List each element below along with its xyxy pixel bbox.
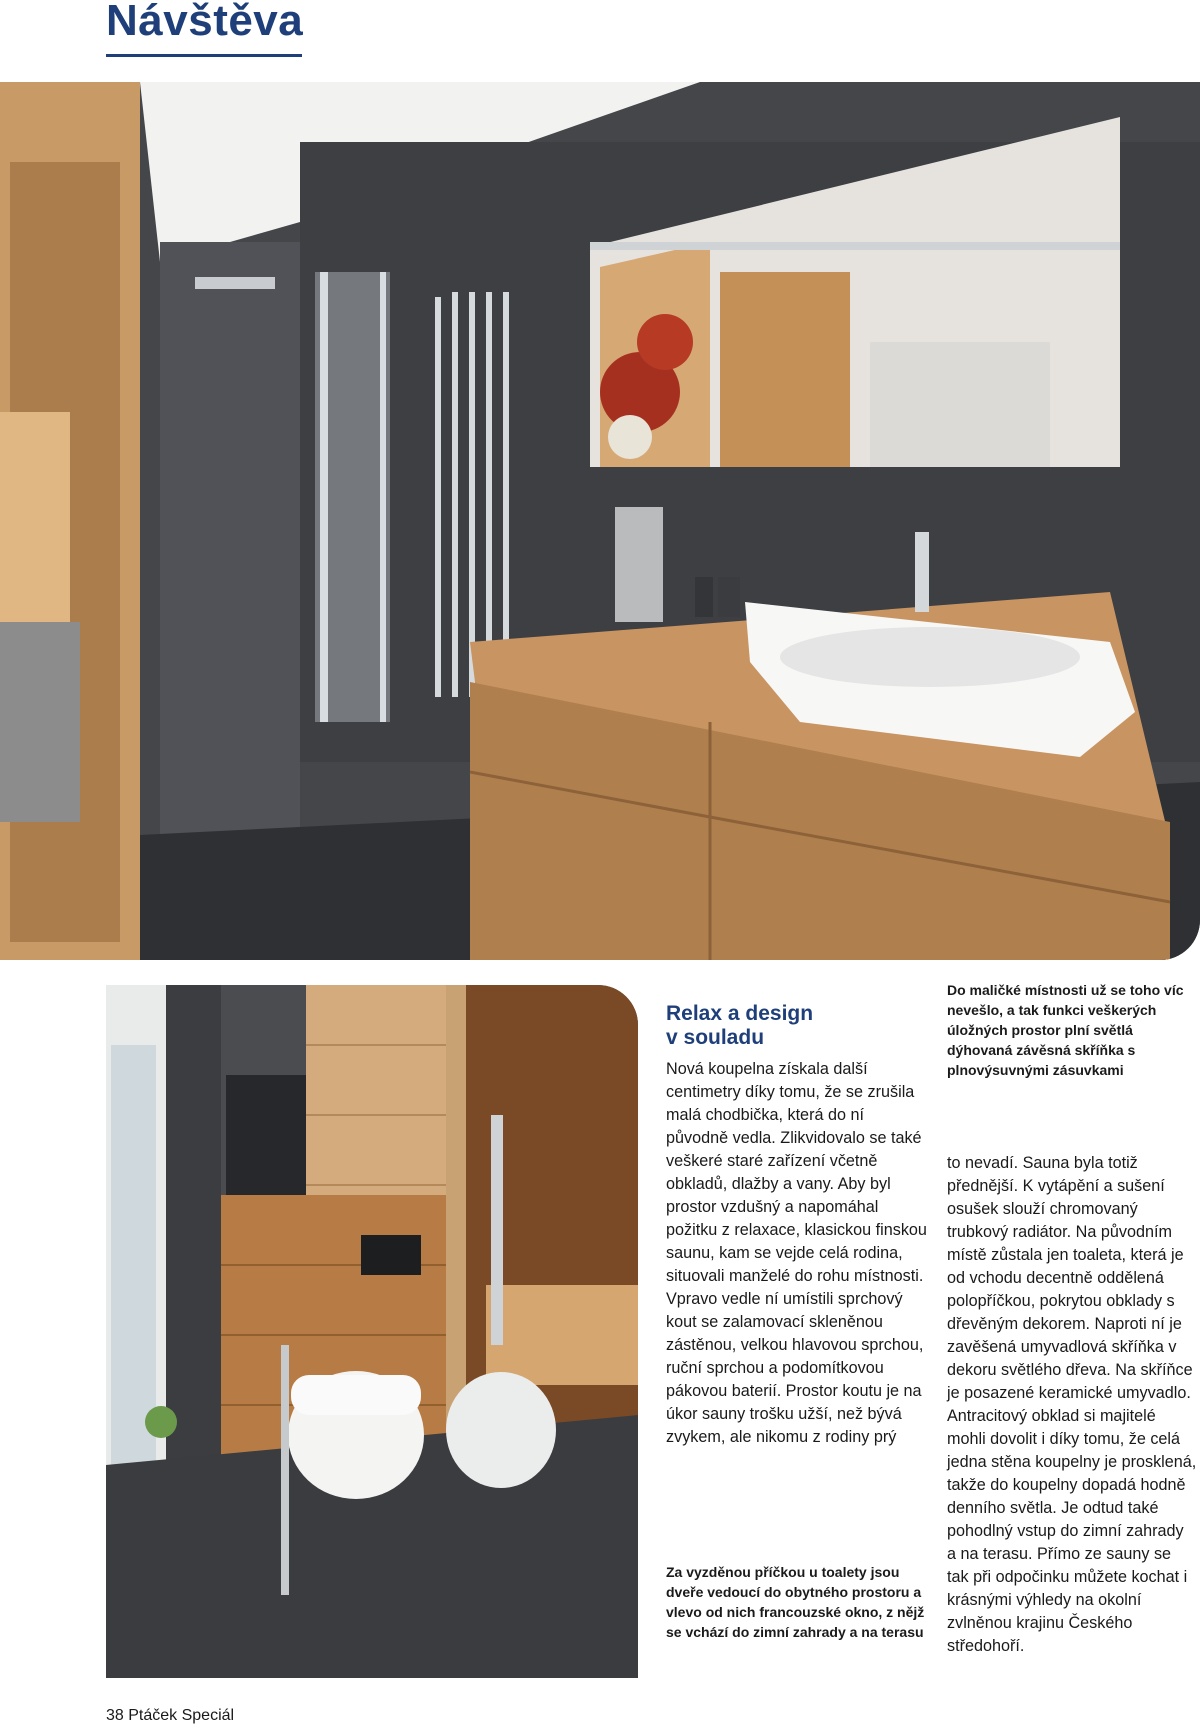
article-body-right: to nevadí. Sauna byla totiž přednější. K vytápění a sušení osušek slouží chromovaný trubkový radiátor. Na původním místě zůstala jen toaleta, která je od vchodu decentně oddělená polopříčkou, pokrytou obklady s dřevěným dekorem. Naproti ní je zavěšená umyvadlová skříňka v dekoru světlého dřeva. Na skříňce je posazené keramické umyvadlo. Antracitový obklad si majitelé mohli dovolit i díky tomu, že celá jedna stěna koupelny je prosklená, takže do koupelny dopadá hodně denního světla. Je odtud také pohodlný vstup do zimní zahrady a na terasu. Přímo ze sauny se tak při odpočinku můžete kochat i krásnými výhledy na okolní zvlněnou krajinu Českého středohoří. [947, 1154, 1197, 1655]
article-body-left: Nová koupelna získala další centimetry díky tomu, že se zrušila malá chodbička, která do ní původně vedla. Zlikvidovalo se také veškeré staré zařízení včetně obkladů, dlažby a vany. Aby byl prostor vzdušný a napomáhal požitku z relaxace, klasickou finskou saunu, kam se vejde celá rodina, situovali manželé do rohu místnosti. Vpravo vedle ní umístili sprchový kout se zalamovací skleněnou zástěnou, velkou hlavovou sprchou, ruční sprchou a podomítkovou pákovou baterií. Prostor koutu je na úkor sauny trošku užší, než bývá zvykem, ale nikomu z rodiny prý [666, 1060, 927, 1446]
section-title: Návštěva [106, 0, 304, 45]
page-footer: 38 Ptáček Speciál [106, 1707, 235, 1724]
caption-bottom-left: Za vyzděnou příčkou u toalety jsou dveře vedoucí do obytného prostoru a vlevo od nich francouzské okno, z nějž se vchází do zimní zahrady a na terasu [666, 1564, 925, 1640]
bathroom-main-illustration [0, 82, 1200, 960]
article-heading-line2: v souladu [666, 1026, 765, 1049]
title-underline [106, 54, 302, 57]
caption-top-right: Do maličké místnosti už se toho víc nevešlo, a tak funkci veškerých úložných prostor plní světlá dýhovaná závěsná skříňka s plnovýsuvnými zásuvkami [947, 982, 1184, 1078]
article-left-column [666, 1002, 928, 1449]
bathroom-main-photo [0, 82, 1200, 960]
toilet-corner-illustration [106, 985, 638, 1678]
article-heading [666, 1002, 928, 1050]
toilet-corner-photo [106, 985, 638, 1678]
article-heading-line1: Relax a design [666, 1002, 814, 1025]
